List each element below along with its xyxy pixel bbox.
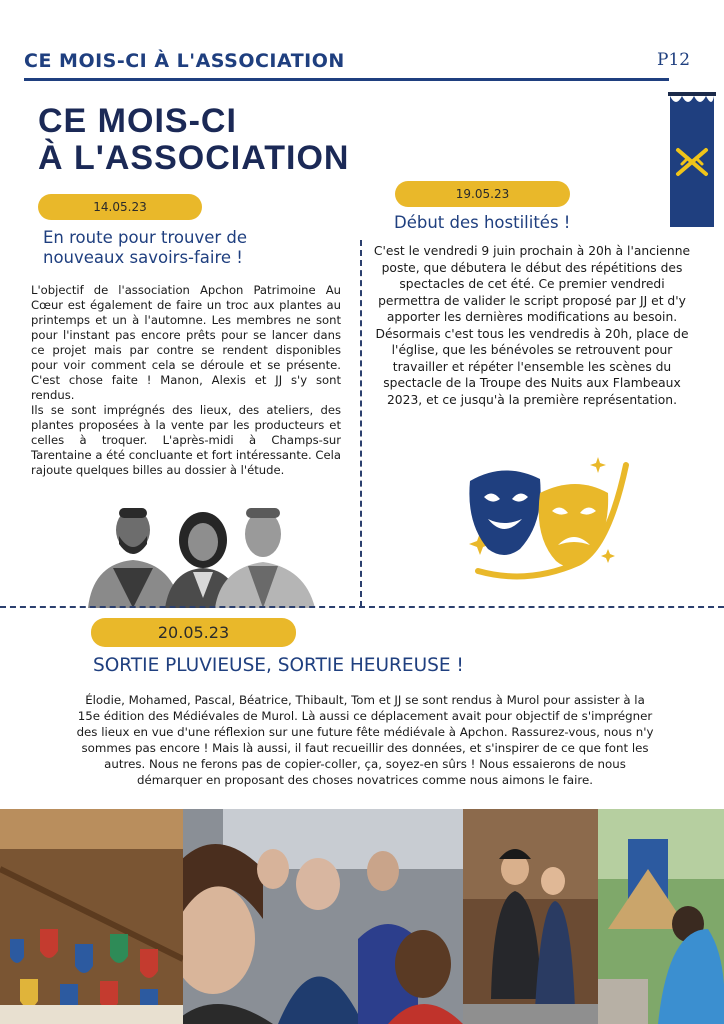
tragedy-mask-icon [539,484,608,567]
medieval-shields-photo [0,809,183,1024]
theatre-masks-illustration [458,453,636,585]
children-photo [463,809,598,1024]
page-number: P12 [657,50,691,70]
medieval-camp-photo [598,809,724,1024]
main-title-line1: CE MOIS-CI [38,102,237,140]
article3-body: Élodie, Mohamed, Pascal, Béatrice, Thibault, Tom et JJ se sont rendus à Murol pour assister à la 15e édition des Médiévales de Murol. Là aussi ce déplacement avait pour objectif de s'imprégner des lieux en vue d'une réflexion sur une future fête médiévale à Apchon. Rassurez-vous, nous n'y sommes pas encore ! Mais là aussi, il faut recueillir des données, et s'inspirer de ce que font les autres. Nous ne ferons pas de copier-coller, ça, soyez-en sûrs ! Nous essaierons de nous démarquer en proposant des choses novatrices comme nous aimons le faire. [76,693,654,787]
main-title-line2: À L'ASSOCIATION [38,139,350,177]
article2-date-badge: 19.05.23 [395,181,570,207]
article1-title [43,228,343,268]
crossed-swords-banner [668,92,716,227]
article3-title: SORTIE PLUVIEUSE, SORTIE HEUREUSE ! [93,655,464,676]
section-divider [0,606,724,608]
car-selfie-photo [183,809,463,1024]
members-group-photo [83,498,318,608]
article1-date-badge: 14.05.23 [38,194,202,220]
article2-title: Début des hostilités ! [394,213,571,232]
section-header-title: CE MOIS-CI À L'ASSOCIATION [24,50,345,72]
article1-title-line1: En route pour trouver de [43,228,248,247]
article1-paragraph2: Ils se sont imprégnés des lieux, des ateliers, des plantes proposées à la vente par les producteurs et celles à troquer. L'après-midi à Champs-sur Tarentaine a été concluante et fort intéressante. Cela rajoute quelques billes au dossier à l'étude. [31,403,341,477]
article3-date-badge: 20.05.23 [91,618,296,647]
article1-body [31,283,341,478]
article1-title-line2: nouveaux savoirs-faire ! [43,248,243,267]
header-divider [24,78,669,81]
column-divider [360,240,362,607]
main-title [38,103,349,177]
article1-paragraph1: L'objectif de l'association Apchon Patrimoine Au Cœur est également de faire un troc aux plantes au printemps et un à l'automne. Les membres ne sont pour l'instant pas encore prêts pour se lancer dans ce projet mais par contre se rendent disponibles pour voir comment cela se déroule et se présente. C'est chose faite ! Manon, Alexis et JJ s'y sont rendus. [31,283,341,402]
article2-body: C'est le vendredi 9 juin prochain à 20h à l'ancienne poste, que débutera le début des répétitions des spectacles de cet été. Ce premier vendredi permettra de valider le script proposé par JJ et d'y apporter les dernières modifications au besoin. Désormais c'est tous les vendredis à 20h, place de l'église, que les bénévoles se retrouvent pour travailler et répéter l'ensemble les scènes du spectacle de la Troupe des Nuits aux Flambeaux 2023, et ce jusqu'à la première représentation. [373,244,691,407]
